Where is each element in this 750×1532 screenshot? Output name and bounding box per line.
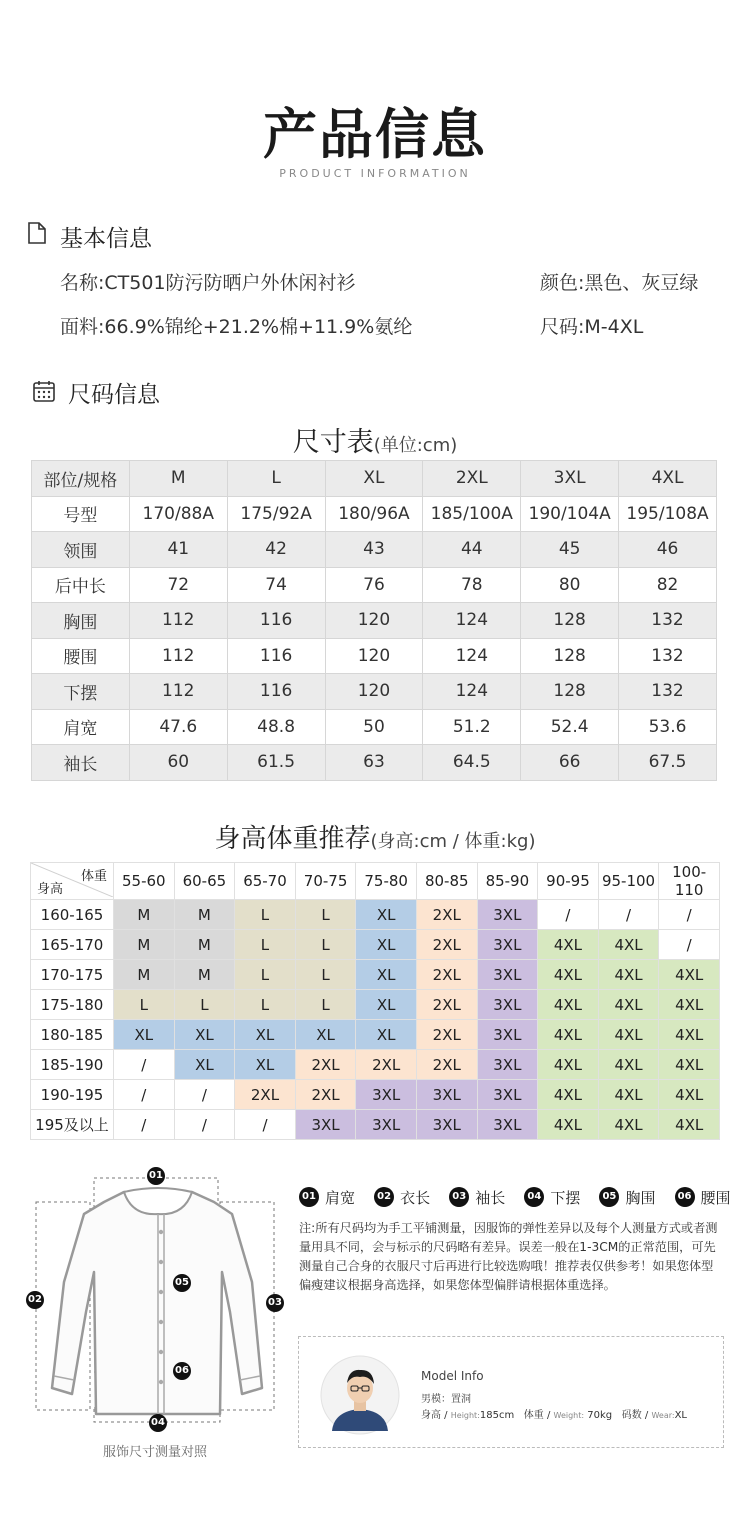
height-label-cell: 190-195 <box>31 1080 114 1110</box>
size-table-cell: 51.2 <box>423 709 521 745</box>
size-table-cell: 120 <box>325 603 423 639</box>
size-table-cell: 132 <box>619 674 717 710</box>
legend-number: 03 <box>449 1187 469 1207</box>
size-table-row <box>32 532 717 568</box>
recommend-size-cell: / <box>659 900 720 930</box>
recommend-size-cell: 3XL <box>356 1080 417 1110</box>
size-table-cell: 185/100A <box>423 496 521 532</box>
weight-header-cell: 70-75 <box>295 863 356 900</box>
recommend-unit: (身高:cm / 体重:kg) <box>370 831 536 852</box>
recommend-size-cell: L <box>235 960 296 990</box>
recommend-size-cell: / <box>598 900 659 930</box>
recommend-corner-cell <box>31 863 114 900</box>
recommend-size-cell: 4XL <box>538 1110 599 1140</box>
weight-header-cell: 90-95 <box>538 863 599 900</box>
size-table-cell: 43 <box>325 532 423 568</box>
recommend-size-cell: L <box>174 990 235 1020</box>
product-color: 颜色:黑色、灰豆绿 <box>540 272 699 294</box>
recommend-table <box>30 862 720 1140</box>
size-table-cell: 46 <box>619 532 717 568</box>
size-table-cell: 128 <box>521 603 619 639</box>
recommend-size-cell: 3XL <box>477 1050 538 1080</box>
size-table-row <box>32 567 717 603</box>
marker-05: 05 <box>173 1274 191 1292</box>
recommend-size-cell: 4XL <box>598 930 659 960</box>
recommend-size-cell: M <box>114 930 175 960</box>
size-table-cell: L <box>227 461 325 497</box>
recommend-size-cell: 2XL <box>416 990 477 1020</box>
legend-number: 05 <box>599 1187 619 1207</box>
size-table-cell: 116 <box>227 674 325 710</box>
size-table-header-row <box>32 461 717 497</box>
recommend-size-cell: 3XL <box>477 1110 538 1140</box>
recommend-size-cell: 3XL <box>416 1080 477 1110</box>
marker-06: 06 <box>173 1362 191 1380</box>
size-table-label-cell: 号型 <box>32 496 130 532</box>
marker-01: 01 <box>147 1167 165 1185</box>
size-table-cell: 76 <box>325 567 423 603</box>
recommend-size-cell: L <box>295 960 356 990</box>
legend-item <box>675 1187 731 1208</box>
size-table-cell: 124 <box>423 638 521 674</box>
legend-item <box>599 1187 655 1208</box>
recommend-size-cell: 4XL <box>538 1080 599 1110</box>
size-table-row <box>32 603 717 639</box>
recommend-row <box>31 1080 720 1110</box>
size-table-label-cell: 领围 <box>32 532 130 568</box>
recommend-size-cell: M <box>114 900 175 930</box>
weight-header-cell: 60-65 <box>174 863 235 900</box>
recommend-size-cell: 3XL <box>295 1110 356 1140</box>
size-table-cell: 78 <box>423 567 521 603</box>
size-table-cell: 180/96A <box>325 496 423 532</box>
recommend-size-cell: / <box>174 1080 235 1110</box>
wear-size-en-label: Wear: <box>651 1411 675 1420</box>
size-table-cell: 64.5 <box>423 745 521 781</box>
legend-number: 02 <box>374 1187 394 1207</box>
size-table-cell: 60 <box>129 745 227 781</box>
height-value: 185cm <box>479 1410 515 1421</box>
size-table-row <box>32 674 717 710</box>
legend-number: 06 <box>675 1187 695 1207</box>
legend-number: 01 <box>299 1187 319 1207</box>
recommend-row <box>31 900 720 930</box>
recommend-size-cell: XL <box>356 1020 417 1050</box>
marker-02: 02 <box>26 1291 44 1309</box>
height-label-cell: 170-175 <box>31 960 114 990</box>
size-table-cell: 80 <box>521 567 619 603</box>
diagram-caption: 服饰尺寸测量对照 <box>102 1445 207 1460</box>
recommend-size-cell: 3XL <box>477 960 538 990</box>
recommend-row <box>31 960 720 990</box>
recommend-size-cell: XL <box>356 990 417 1020</box>
size-table <box>31 460 717 781</box>
height-label-cell: 160-165 <box>31 900 114 930</box>
legend-number: 04 <box>524 1187 544 1207</box>
recommend-size-cell: 3XL <box>477 1080 538 1110</box>
size-table-cell: 61.5 <box>227 745 325 781</box>
size-table-cell: 124 <box>423 603 521 639</box>
recommend-row <box>31 930 720 960</box>
legend-label: 下摆 <box>550 1188 581 1207</box>
size-table-cell: 52.4 <box>521 709 619 745</box>
recommend-size-cell: / <box>114 1050 175 1080</box>
size-table-cell: 170/88A <box>129 496 227 532</box>
basic-info-heading: 基本信息 <box>60 226 152 252</box>
recommend-size-cell: 4XL <box>538 930 599 960</box>
recommend-size-cell: XL <box>235 1050 296 1080</box>
size-table-cell: 124 <box>423 674 521 710</box>
recommend-size-cell: 3XL <box>356 1110 417 1140</box>
size-table-cell: 112 <box>129 638 227 674</box>
page-title: 产品信息 <box>263 103 487 166</box>
recommend-size-cell: 4XL <box>598 1050 659 1080</box>
height-label-cell: 180-185 <box>31 1020 114 1050</box>
recommend-size-cell: 2XL <box>416 1020 477 1050</box>
recommend-size-cell: 2XL <box>416 900 477 930</box>
weight-header-cell: 55-60 <box>114 863 175 900</box>
size-table-cell: 42 <box>227 532 325 568</box>
recommend-size-cell: 4XL <box>598 1020 659 1050</box>
recommend-title-wrap <box>0 818 750 855</box>
size-table-cell: 67.5 <box>619 745 717 781</box>
recommend-size-cell: L <box>295 900 356 930</box>
size-table-label-cell: 袖长 <box>32 745 130 781</box>
recommend-size-cell: 3XL <box>477 900 538 930</box>
wear-size-value: XL <box>674 1410 687 1421</box>
size-table-cell: 120 <box>325 674 423 710</box>
marker-04: 04 <box>149 1414 167 1432</box>
recommend-size-cell: 4XL <box>538 960 599 990</box>
recommend-size-cell: 4XL <box>659 1110 720 1140</box>
size-table-cell: 195/108A <box>619 496 717 532</box>
recommend-row <box>31 990 720 1020</box>
recommend-size-cell: 4XL <box>659 1020 720 1050</box>
size-table-label-cell: 胸围 <box>32 603 130 639</box>
recommend-size-cell: XL <box>356 900 417 930</box>
size-table-title-wrap <box>0 420 750 459</box>
model-stats <box>421 1406 687 1421</box>
size-table-cell: 3XL <box>521 461 619 497</box>
size-table-cell: 47.6 <box>129 709 227 745</box>
size-table-cell: 50 <box>325 709 423 745</box>
wear-size-label: 码数 / <box>621 1410 649 1421</box>
height-label-cell: 165-170 <box>31 930 114 960</box>
shirt-diagram <box>24 1162 294 1446</box>
size-table-cell: 48.8 <box>227 709 325 745</box>
recommend-size-cell: 2XL <box>416 1050 477 1080</box>
size-table-label-cell: 肩宽 <box>32 709 130 745</box>
height-label-cell: 195及以上 <box>31 1110 114 1140</box>
size-table-cell: 4XL <box>619 461 717 497</box>
weight-header-cell: 80-85 <box>416 863 477 900</box>
size-table-cell: M <box>129 461 227 497</box>
recommend-size-cell: L <box>235 900 296 930</box>
recommend-size-cell: M <box>174 930 235 960</box>
height-label: 身高 / <box>421 1410 448 1421</box>
recommend-size-cell: XL <box>174 1050 235 1080</box>
recommend-size-cell: / <box>659 930 720 960</box>
recommend-size-cell: XL <box>235 1020 296 1050</box>
recommend-size-cell: 2XL <box>416 930 477 960</box>
recommend-size-cell: L <box>114 990 175 1020</box>
recommend-size-cell: 3XL <box>477 1020 538 1050</box>
recommend-row <box>31 1020 720 1050</box>
corner-weight-label: 体重 <box>80 869 107 884</box>
legend-item <box>449 1187 505 1208</box>
recommend-size-cell: 4XL <box>659 960 720 990</box>
recommend-size-cell: M <box>174 960 235 990</box>
size-table-cell: 175/92A <box>227 496 325 532</box>
size-table-cell: 112 <box>129 603 227 639</box>
weight-header-cell: 65-70 <box>235 863 296 900</box>
legend-label: 袖长 <box>475 1188 506 1207</box>
size-table-row <box>32 638 717 674</box>
measurement-note: 注:所有尺码均为手工平铺测量，因服饰的弹性差异以及每个人测量方式或者测量用具不同，会与标示的尺码略有差异。误差一般在1-3CM的正常范围，可先测量自己合身的衣服尺寸后再进行比较选购哦！推荐表仅供参考！如果您体型偏瘦建议根据身高选择，如果您体型偏胖请根据体重选择。 <box>299 1221 718 1292</box>
size-table-cell: 128 <box>521 638 619 674</box>
corner-height-label: 身高 <box>37 882 64 897</box>
document-icon <box>28 222 46 248</box>
recommend-size-cell: M <box>114 960 175 990</box>
marker-03: 03 <box>266 1294 284 1312</box>
recommend-size-cell: 4XL <box>598 990 659 1020</box>
weight-header-cell: 95-100 <box>598 863 659 900</box>
size-table-cell: 190/104A <box>521 496 619 532</box>
recommend-size-cell: XL <box>356 960 417 990</box>
recommend-size-cell: / <box>114 1080 175 1110</box>
model-avatar <box>320 1355 400 1439</box>
recommend-row <box>31 1050 720 1080</box>
product-fabric: 面料:66.9%锦纶+21.2%棉+11.9%氨纶 <box>60 316 413 338</box>
recommend-size-cell: 3XL <box>416 1110 477 1140</box>
calendar-icon <box>32 379 56 407</box>
legend-label: 腰围 <box>700 1188 731 1207</box>
measurement-legend <box>299 1184 731 1208</box>
size-table-cell: 128 <box>521 674 619 710</box>
size-table-cell: XL <box>325 461 423 497</box>
size-table-cell: 63 <box>325 745 423 781</box>
recommend-size-cell: 4XL <box>598 1080 659 1110</box>
size-table-cell: 41 <box>129 532 227 568</box>
recommend-size-cell: L <box>295 930 356 960</box>
legend-label: 胸围 <box>625 1188 656 1207</box>
recommend-row <box>31 1110 720 1140</box>
weight-label: 体重 / <box>523 1410 551 1421</box>
weight-en-label: Weight: <box>553 1411 585 1420</box>
height-label-cell: 185-190 <box>31 1050 114 1080</box>
recommend-size-cell: / <box>174 1110 235 1140</box>
recommend-size-cell: 4XL <box>598 1110 659 1140</box>
size-table-label-cell: 下摆 <box>32 674 130 710</box>
weight-header-cell: 85-90 <box>477 863 538 900</box>
recommend-size-cell: 4XL <box>538 1050 599 1080</box>
recommend-size-cell: 2XL <box>295 1080 356 1110</box>
size-table-cell: 112 <box>129 674 227 710</box>
recommend-size-cell: M <box>174 900 235 930</box>
recommend-size-cell: XL <box>114 1020 175 1050</box>
weight-header-cell: 100-110 <box>659 863 720 900</box>
recommend-size-cell: 2XL <box>416 960 477 990</box>
recommend-size-cell: / <box>235 1110 296 1140</box>
recommend-size-cell: 4XL <box>659 1080 720 1110</box>
recommend-size-cell: 4XL <box>538 1020 599 1050</box>
legend-item <box>299 1187 355 1208</box>
product-size-range: 尺码:M-4XL <box>540 316 644 338</box>
height-en-label: Height: <box>450 1411 480 1420</box>
recommend-size-cell: L <box>295 990 356 1020</box>
recommend-size-cell: L <box>235 990 296 1020</box>
product-name: 名称:CT501防污防晒户外休闲衬衫 <box>60 272 356 294</box>
size-table-cell: 72 <box>129 567 227 603</box>
size-table-label-cell: 腰围 <box>32 638 130 674</box>
legend-label: 衣长 <box>400 1188 431 1207</box>
recommend-size-cell: 2XL <box>356 1050 417 1080</box>
legend-item <box>374 1187 430 1208</box>
recommend-size-cell: 2XL <box>295 1050 356 1080</box>
size-table-unit: (单位:cm) <box>373 435 458 456</box>
recommend-size-cell: XL <box>295 1020 356 1050</box>
size-table-cell: 53.6 <box>619 709 717 745</box>
size-table-row <box>32 496 717 532</box>
size-info-heading: 尺码信息 <box>68 382 160 408</box>
model-info-heading: Model Info <box>421 1369 484 1383</box>
size-table-cell: 82 <box>619 567 717 603</box>
recommend-size-cell: 4XL <box>598 960 659 990</box>
recommend-size-cell: / <box>538 900 599 930</box>
size-table-row <box>32 709 717 745</box>
size-table-cell: 74 <box>227 567 325 603</box>
weight-header-cell: 75-80 <box>356 863 417 900</box>
size-table-cell: 2XL <box>423 461 521 497</box>
recommend-size-cell: 3XL <box>477 990 538 1020</box>
recommend-size-cell: L <box>235 930 296 960</box>
recommend-size-cell: XL <box>356 930 417 960</box>
size-table-cell: 66 <box>521 745 619 781</box>
size-table-cell: 120 <box>325 638 423 674</box>
size-table-label-cell: 后中长 <box>32 567 130 603</box>
size-table-cell: 44 <box>423 532 521 568</box>
size-table-row <box>32 745 717 781</box>
legend-item <box>524 1187 580 1208</box>
size-table-cell: 132 <box>619 603 717 639</box>
recommend-title: 身高体重推荐 <box>214 824 371 854</box>
size-table-label-cell: 部位/规格 <box>32 461 130 497</box>
model-name: 男模：置洞 <box>421 1394 471 1405</box>
size-table-cell: 45 <box>521 532 619 568</box>
recommend-size-cell: / <box>114 1110 175 1140</box>
recommend-size-cell: XL <box>174 1020 235 1050</box>
size-table-cell: 116 <box>227 603 325 639</box>
page-subtitle: PRODUCT INFORMATION <box>279 167 471 180</box>
weight-value: 70kg <box>587 1410 613 1421</box>
recommend-size-cell: 4XL <box>659 1050 720 1080</box>
recommend-size-cell: 3XL <box>477 930 538 960</box>
size-table-cell: 116 <box>227 638 325 674</box>
size-table-title: 尺寸表 <box>292 427 374 458</box>
size-table-cell: 132 <box>619 638 717 674</box>
height-label-cell: 175-180 <box>31 990 114 1020</box>
legend-label: 肩宽 <box>325 1188 356 1207</box>
recommend-size-cell: 4XL <box>538 990 599 1020</box>
recommend-size-cell: 2XL <box>235 1080 296 1110</box>
recommend-size-cell: 4XL <box>659 990 720 1020</box>
